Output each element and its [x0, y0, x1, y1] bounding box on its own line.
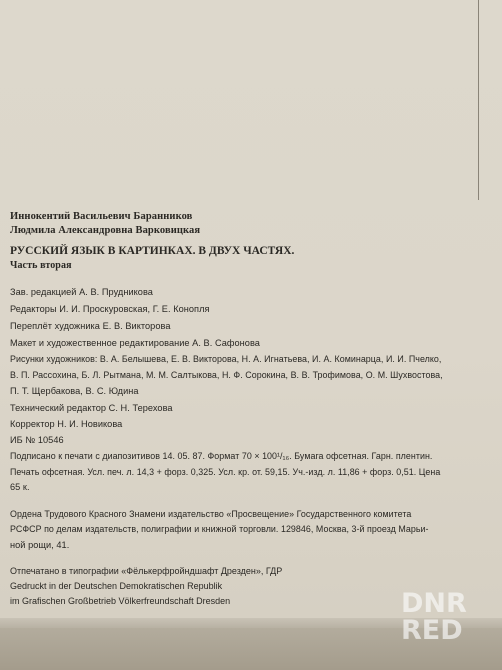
print-info-line: Печать офсетная. Усл. печ. л. 14,3 + форз. 0,325. Усл. кр. от. 59,15. Уч.-изд. л. 11,86 + форз. 0,51. Цена [10, 467, 441, 477]
printer-line: im Grafischen Großbetrieb Völkerfreundschaft Dresden [10, 596, 231, 606]
credit-line: П. Т. Щербакова, В. С. Юдина [10, 386, 139, 396]
credit-line: Технический редактор С. Н. Терехова [10, 403, 173, 413]
publisher-line: Ордена Трудового Красного Знамени издательство «Просвещение» Государственного комитета [10, 509, 412, 519]
print-info-line: Подписано к печати с диапозитивов 14. 05. 87. Формат 70 × 100¹/₁₆. Бумага офсетная. Гарн. плентин. [10, 451, 433, 461]
credit-line: Зав. редакцией А. В. Прудникова [10, 287, 153, 297]
printer-line: Отпечатано в типографии «Фёлькерфройндшафт Дрезден», ГДР [10, 566, 283, 576]
watermark-line-2: RED [401, 615, 463, 646]
watermark-line-1: DNR [401, 588, 467, 619]
author-line-2: Людмила Александровна Варковицкая [10, 225, 201, 236]
credit-line: Макет и художественное редактирование А. В. Сафонова [10, 338, 260, 348]
author-line-1: Иннокентий Васильевич Баранников [10, 211, 193, 222]
printer-line: Gedruckt in der Deutschen Demokratischen Republik [10, 581, 223, 591]
publisher-line: РСФСР по делам издательств, полиграфии и книжной торговли. 129846, Москва, 3-й проезд Марьи- [10, 524, 429, 534]
credit-line: Корректор Н. И. Новикова [10, 419, 123, 429]
print-info-line: 65 к. [10, 482, 30, 492]
book-part: Часть вторая [10, 260, 72, 271]
credit-line: Редакторы И. И. Проскуровская, Г. Е. Конопля [10, 304, 210, 314]
credit-line: В. П. Рассохина, Б. Л. Рытмана, М. М. Салтыкова, Н. Ф. Сорокина, В. В. Трофимова, О. М. Шухвостова, [10, 370, 443, 380]
credit-line: Переплёт художника Е. В. Викторова [10, 321, 171, 331]
credit-line: Рисунки художников: В. А. Белышева, Е. В. Викторова, Н. А. Игнатьева, И. А. Коминарца, И. И. Пчелко, [10, 354, 442, 364]
watermark [401, 590, 467, 644]
page-fold-line [478, 0, 479, 200]
credit-line: ИБ № 10546 [10, 435, 64, 445]
publisher-line: ной рощи, 41. [10, 540, 70, 550]
book-title: РУССКИЙ ЯЗЫК В КАРТИНКАХ. В ДВУХ ЧАСТЯХ. [10, 245, 295, 257]
